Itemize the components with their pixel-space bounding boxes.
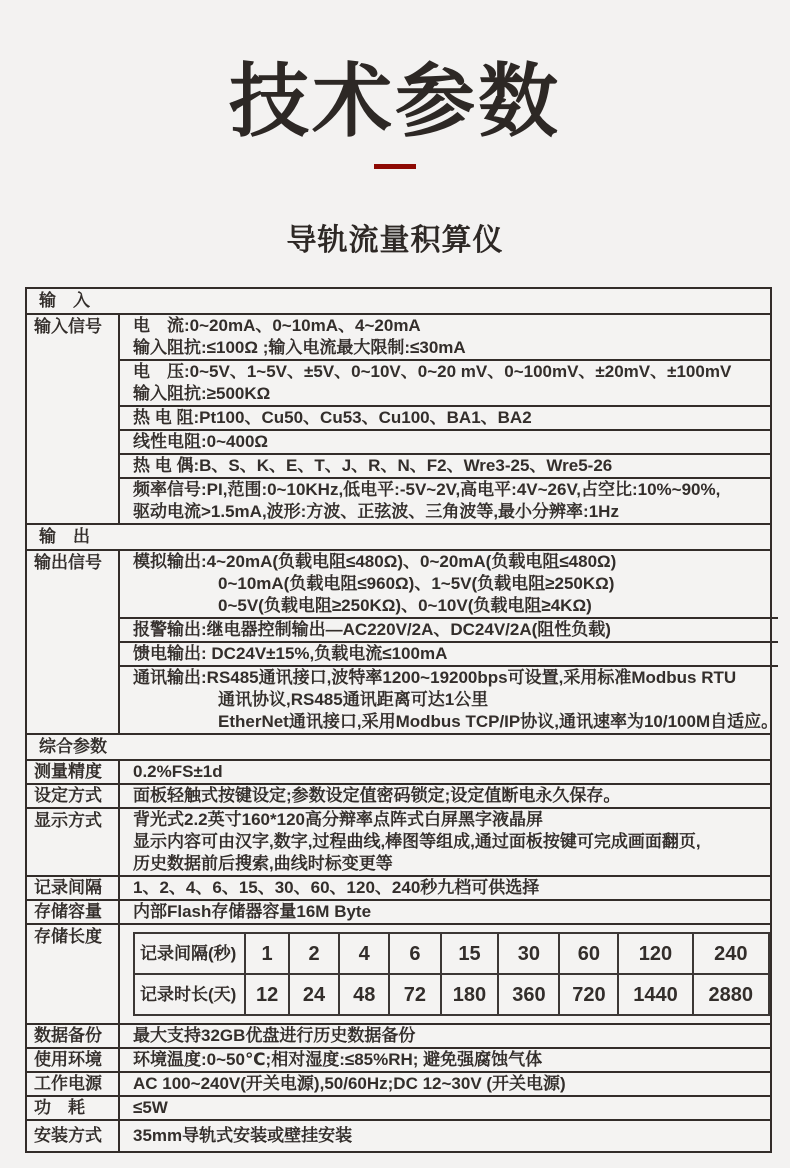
product-subtitle: 导轨流量积算仪 — [286, 224, 504, 257]
table-cell: 60 — [559, 933, 618, 974]
row-label: 显示方式 — [27, 809, 120, 875]
storage-length-table — [133, 932, 770, 1016]
row-label: 输出信号 — [27, 551, 120, 733]
spec-cell-voltage — [120, 361, 770, 407]
spec-line: 通讯输出:RS485通讯接口,波特率1200~19200bps可设置,采用标准Modbus RTU — [133, 668, 737, 687]
row-display — [27, 809, 770, 877]
spec-cell-linear-resistance — [120, 431, 770, 455]
row-power — [27, 1073, 770, 1097]
section-header-input: 输 入 — [27, 289, 770, 315]
table-cell: 6 — [389, 933, 440, 974]
table-cell: 15 — [441, 933, 499, 974]
table-row — [134, 974, 769, 1015]
table-cell: 4 — [339, 933, 389, 974]
spec-line: 驱动电流>1.5mA,波形:方波、正弦波、三角波等,最小分辨率:1Hz — [133, 502, 619, 521]
spec-line: 输入阻抗:≥500KΩ — [133, 384, 271, 403]
spec-line: 热 电 偶:B、S、K、E、T、J、R、N、F2、Wre3-25、Wre5-26 — [133, 456, 613, 475]
table-cell: 48 — [339, 974, 389, 1015]
row-environment — [27, 1049, 770, 1073]
spec-value: 最大支持32GB优盘进行历史数据备份 — [133, 1026, 416, 1045]
spec-line: 模拟输出:4~20mA(负载电阻≤480Ω)、0~20mA(负载电阻≤480Ω) — [133, 552, 617, 571]
table-cell: 2 — [289, 933, 339, 974]
spec-value: 面板轻触式按键设定;参数设定值密码锁定;设定值断电永久保存。 — [133, 786, 621, 805]
table-cell: 72 — [389, 974, 440, 1015]
spec-line: 背光式2.2英寸160*120高分辩率点阵式白屏黑字液晶屏 — [133, 810, 543, 829]
row-label: 测量精度 — [27, 761, 120, 783]
spec-cell-frequency — [120, 479, 770, 523]
table-cell: 120 — [618, 933, 692, 974]
table-cell: 24 — [289, 974, 339, 1015]
spec-value: 1、2、4、6、15、30、60、120、240秒九档可供选择 — [133, 878, 540, 897]
row-storage-length — [27, 925, 770, 1025]
spec-line: 通讯协议,RS485通讯距离可达1公里 — [218, 690, 489, 709]
spec-cell-rtd — [120, 407, 770, 431]
row-consumption — [27, 1097, 770, 1121]
row-setting — [27, 785, 770, 809]
spec-value: 35mm导轨式安装或壁挂安装 — [133, 1126, 353, 1145]
spec-line: 0~10mA(负载电阻≤960Ω)、1~5V(负载电阻≥250KΩ) — [218, 574, 615, 593]
spec-value: ≤5W — [133, 1098, 168, 1117]
row-input-signal — [27, 315, 770, 525]
row-label: 使用环境 — [27, 1049, 120, 1071]
section-header-general: 综合参数 — [27, 735, 770, 761]
row-label: 功 耗 — [27, 1097, 120, 1119]
spec-line: 热 电 阻:Pt100、Cu50、Cu53、Cu100、BA1、BA2 — [133, 408, 532, 427]
page-title: 技术参数 — [229, 57, 561, 146]
row-label: 数据备份 — [27, 1025, 120, 1047]
spec-cell-feed-output — [120, 643, 778, 667]
spec-cell-analog-output — [120, 551, 778, 619]
table-cell: 2880 — [693, 974, 769, 1015]
spec-line: 线性电阻:0~400Ω — [133, 432, 269, 451]
mini-row-header: 记录间隔(秒) — [134, 933, 245, 974]
row-installation — [27, 1121, 770, 1151]
spec-value: AC 100~240V(开关电源),50/60Hz;DC 12~30V (开关电源) — [133, 1074, 566, 1093]
spec-line: 历史数据前后搜索,曲线时标变更等 — [133, 854, 393, 873]
row-output-signal — [27, 551, 779, 735]
table-cell: 180 — [441, 974, 499, 1015]
spec-line: 输入阻抗:≤100Ω ;输入电流最大限制:≤30mA — [133, 338, 466, 357]
row-label: 工作电源 — [27, 1073, 120, 1095]
table-cell: 240 — [693, 933, 769, 974]
row-label: 存储长度 — [27, 925, 120, 1023]
table-cell: 12 — [245, 974, 289, 1015]
row-backup — [27, 1025, 770, 1049]
table-row — [134, 933, 769, 974]
spec-line: 显示内容可由汉字,数字,过程曲线,棒图等组成,通过面板按键可完成画面翻页, — [133, 832, 701, 851]
row-label: 输入信号 — [27, 315, 120, 523]
spec-cell-current — [120, 315, 770, 361]
spec-line: 电 压:0~5V、1~5V、±5V、0~10V、0~20 mV、0~100mV、±20mV、±100mV — [133, 362, 732, 381]
mini-row-header: 记录时长(天) — [134, 974, 245, 1015]
row-accuracy — [27, 761, 770, 785]
section-header-output: 输 出 — [27, 525, 770, 551]
row-label: 设定方式 — [27, 785, 120, 807]
table-cell: 30 — [498, 933, 559, 974]
row-capacity — [27, 901, 770, 925]
table-cell: 1440 — [618, 974, 692, 1015]
table-cell: 720 — [559, 974, 618, 1015]
spec-value: 环境温度:0~50℃;相对湿度:≤85%RH; 避免强腐蚀气体 — [133, 1050, 543, 1069]
row-label: 存储容量 — [27, 901, 120, 923]
spec-line: 报警输出:继电器控制输出—AC220V/2A、DC24V/2A(阻性负载) — [133, 620, 611, 639]
spec-line: 0~5V(负载电阻≥250KΩ)、0~10V(负载电阻≥4KΩ) — [218, 596, 592, 615]
row-label: 安装方式 — [27, 1121, 120, 1151]
spec-line: EtherNet通讯接口,采用Modbus TCP/IP协议,通讯速率为10/100M自适应。 — [218, 712, 779, 731]
spec-line: 馈电输出: DC24V±15%,负载电流≤100mA — [133, 644, 448, 663]
spec-value: 0.2%FS±1d — [133, 762, 223, 781]
spec-cell-thermocouple — [120, 455, 770, 479]
spec-cell-communication — [120, 667, 778, 733]
table-cell: 1 — [245, 933, 289, 974]
spec-table — [25, 287, 779, 1153]
table-cell: 360 — [498, 974, 559, 1015]
spec-line: 电 流:0~20mA、0~10mA、4~20mA — [133, 316, 421, 335]
row-label: 记录间隔 — [27, 877, 120, 899]
spec-value: 内部Flash存储器容量16M Byte — [133, 902, 372, 921]
row-interval — [27, 877, 770, 901]
spec-line: 频率信号:PI,范围:0~10KHz,低电平:-5V~2V,高电平:4V~26V,占空比:10%~90%, — [133, 480, 721, 499]
spec-cell-alarm-output — [120, 619, 778, 643]
title-divider — [374, 164, 416, 169]
